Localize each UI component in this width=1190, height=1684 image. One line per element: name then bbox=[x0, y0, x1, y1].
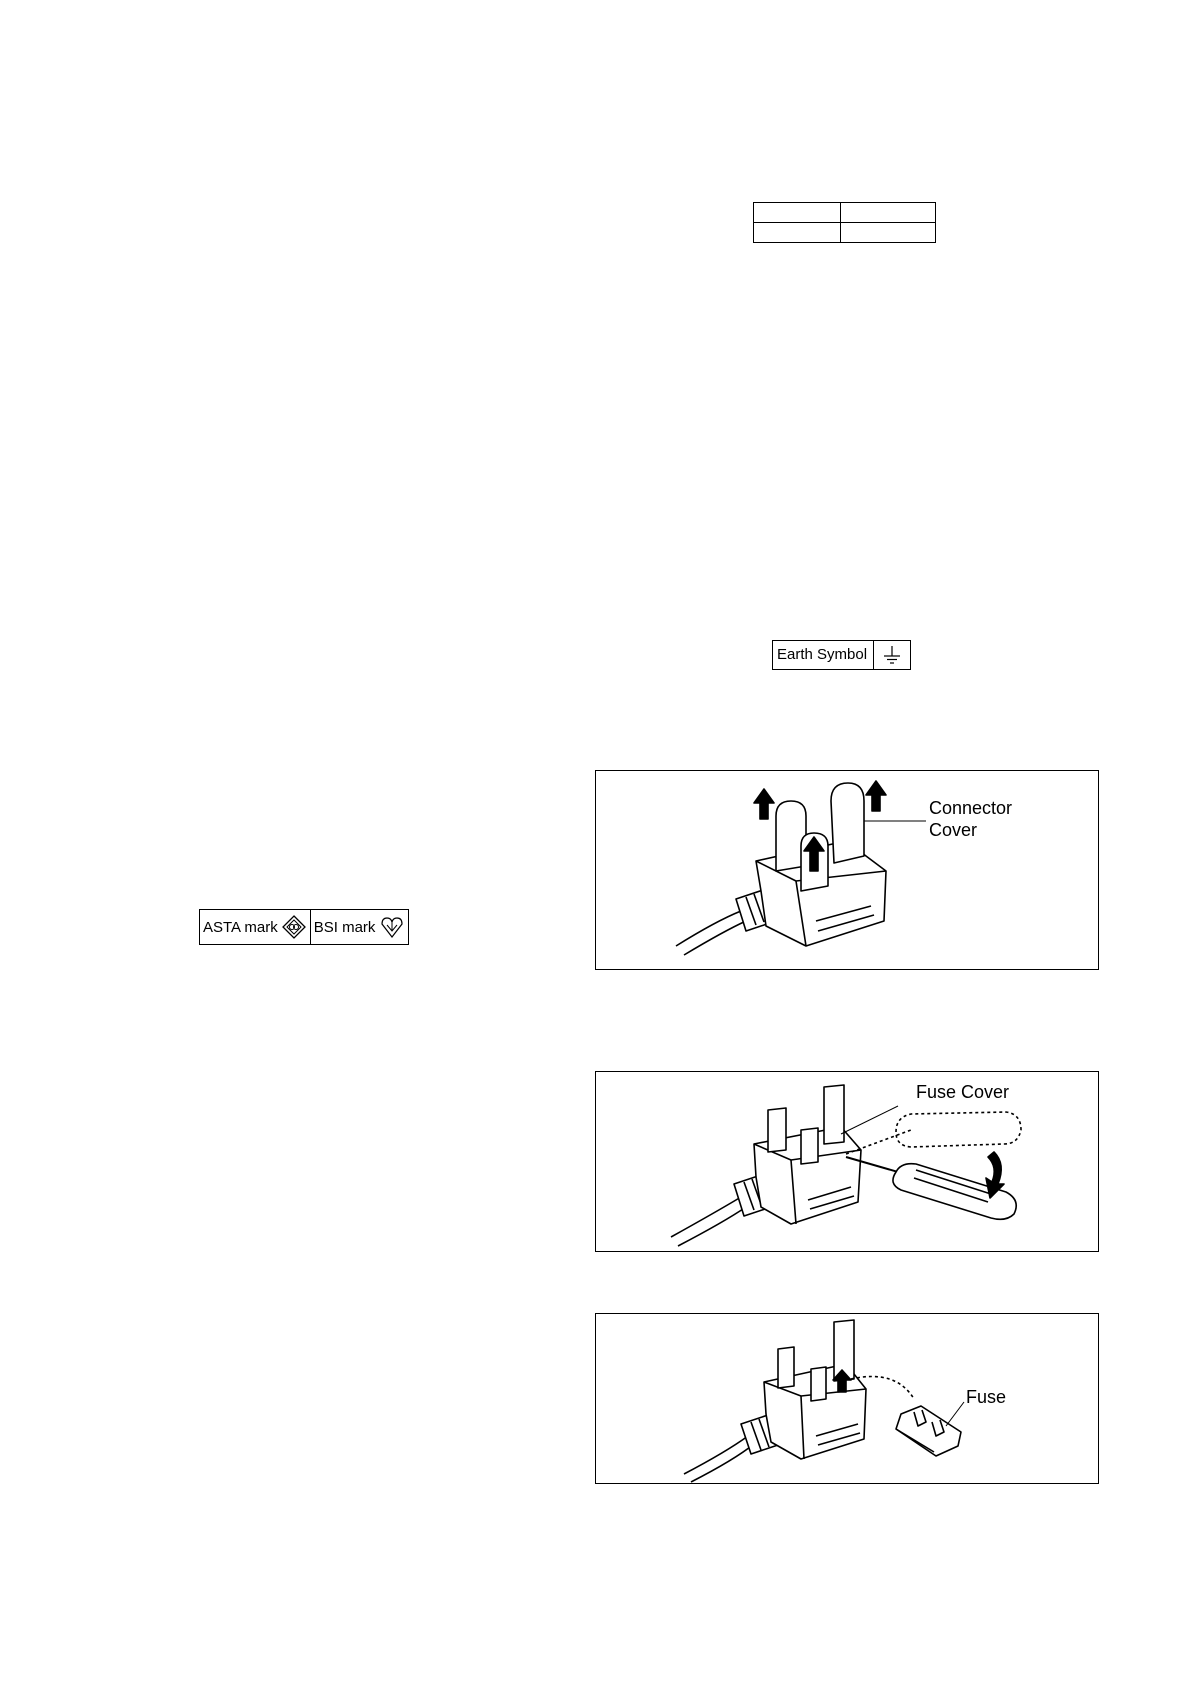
table-row bbox=[754, 223, 936, 243]
plug-fuse-illustration bbox=[596, 1314, 1098, 1483]
table-cell bbox=[754, 203, 841, 223]
earth-symbol-box bbox=[772, 640, 911, 670]
fuse-figure bbox=[595, 1313, 1099, 1484]
table-row bbox=[754, 203, 936, 223]
fuse-cover-figure bbox=[595, 1071, 1099, 1252]
callout-line-1: Connector bbox=[929, 798, 1013, 818]
asta-mark-label: ASTA mark bbox=[203, 918, 278, 936]
bsi-kitemark-icon bbox=[379, 914, 405, 940]
asta-mark-cell bbox=[200, 910, 310, 944]
plug-connector-illustration bbox=[596, 771, 1098, 969]
plug-screwdriver-illustration bbox=[596, 1072, 1098, 1251]
approval-marks-box bbox=[199, 909, 409, 945]
bsi-mark-label: BSI mark bbox=[313, 918, 376, 936]
fuse-cover-callout: Fuse Cover bbox=[916, 1082, 1010, 1102]
asta-diamond-icon bbox=[281, 914, 307, 940]
table-cell bbox=[841, 203, 936, 223]
table-cell bbox=[841, 223, 936, 243]
connector-cover-callout bbox=[929, 797, 1012, 841]
table-cell bbox=[754, 223, 841, 243]
fuse-callout: Fuse bbox=[966, 1387, 1007, 1407]
earth-ground-icon bbox=[874, 641, 910, 669]
callout-line-2: Cover bbox=[929, 820, 978, 840]
wire-color-table bbox=[753, 202, 936, 243]
earth-symbol-label: Earth Symbol bbox=[773, 641, 874, 669]
connector-cover-figure bbox=[595, 770, 1099, 970]
bsi-mark-cell bbox=[310, 910, 409, 944]
